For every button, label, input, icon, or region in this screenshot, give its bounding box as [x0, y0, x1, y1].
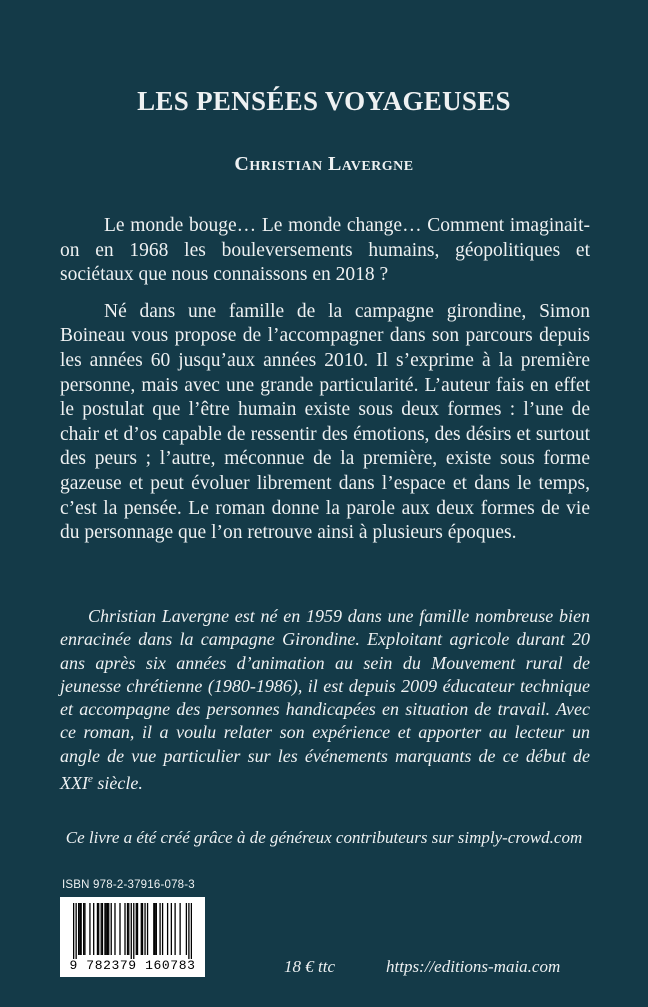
barcode-bar [154, 903, 155, 955]
barcode-bar [108, 903, 109, 955]
synopsis-paragraph: Le monde bouge… Le monde change… Comment imaginait-on en 1968 les bouleversements humains, géopolitiques et sociétaux que nous connaissons en 2018 ? [60, 215, 590, 286]
barcode-bar [191, 903, 192, 959]
barcode-bar [119, 903, 120, 955]
barcode-bar [114, 903, 115, 955]
barcode-bar [141, 903, 142, 955]
author-bio-end: siècle. [92, 773, 143, 794]
barcode-bar [76, 903, 77, 959]
century-numeral: XXIe [60, 773, 93, 794]
barcode-bar [128, 903, 129, 955]
publisher-url: https://editions-maia.com [386, 957, 561, 976]
barcode-bar [79, 903, 80, 955]
synopsis-paragraph: Né dans une famille de la campagne girondine, Simon Boineau vous propose de l’accompagner dans son parcours depuis les années 60 jusqu’aux années 2010. Il s’exprime à la première personne, mais avec une grande particularité. L’auteur fais en effet le postulat que l’être humain existe sous deux formes : l’une de chair et d’os capable de ressentir des émotions, des désirs et surtout des peurs ; l’autre, méconnue de la première, existe sous forme gazeuse et peut évoluer librement dans l’espace et dans le temps, c’est la pensée. Le roman donne la parole aux deux formes de vie du personnage que l’on retrouve ainsi à plusieurs époques. [60, 300, 590, 544]
barcode-bar [102, 903, 103, 955]
barcode-bar [131, 903, 132, 959]
barcode-bar [101, 903, 102, 955]
barcode-bar [104, 903, 105, 955]
isbn-label: ISBN 978-2-37916-078-3 [62, 879, 195, 891]
barcode-bar [156, 903, 157, 955]
barcode-bar [124, 903, 125, 955]
barcode-bar [133, 903, 134, 959]
barcode-bar [97, 903, 98, 955]
barcode-bar [137, 903, 138, 955]
price: 18 € ttc [284, 957, 335, 976]
barcode-bar [78, 903, 79, 955]
author-bio-text: Christian Lavergne est né en 1959 dans une famille nombreuse bien enracinée dans la campagne Girondine. Exploitant agricole durant 20 ans après six années d’animation au sein du Mouvement rural de jeunesse chrétienne (1980-1986), il est depuis 2009 éducateur technique et accompagne des personnes handicapées en situation de travail. Avec ce roman, il a voulu relater son expérience et apporter au lecteur un angle de vue particulier sur les événements marquants de ce début de [60, 606, 590, 766]
barcode-bar [159, 903, 160, 955]
barcode-bar [136, 903, 137, 955]
barcode-digits: 9 782379 160783 [69, 958, 196, 973]
barcode-bar [83, 903, 84, 955]
barcode-bar [98, 903, 99, 955]
barcode-bar [93, 903, 94, 955]
barcode-bar [142, 903, 143, 955]
barcode-bars [73, 903, 192, 959]
barcode-bar [106, 903, 107, 955]
barcode-bar [174, 903, 175, 955]
barcode-bar [81, 903, 82, 955]
barcode-bar [127, 903, 128, 955]
barcode-bar [179, 903, 180, 955]
century-suffix: e [87, 773, 93, 786]
barcode-bar [186, 903, 187, 955]
barcode-bar [144, 903, 145, 955]
barcode-bar [107, 903, 108, 955]
barcode-bar [111, 903, 112, 955]
barcode-bar [89, 903, 90, 955]
barcode-bar [188, 903, 189, 959]
synopsis [60, 214, 590, 558]
book-title: LES PENSÉES VOYAGEUSES [137, 86, 511, 116]
barcode-bar [147, 903, 148, 955]
barcode-bar [153, 903, 154, 955]
barcode-bar [84, 903, 85, 955]
author-name: Christian Lavergne [234, 153, 414, 175]
crowdfunding-credit: Ce livre a été créé grâce à de généreux contributeurs sur simply-crowd.com [65, 828, 583, 847]
barcode [60, 897, 205, 977]
barcode-bar [167, 903, 168, 955]
barcode-bar [162, 903, 163, 955]
author-bio [60, 605, 590, 795]
barcode-bar [73, 903, 74, 959]
barcode-bar [171, 903, 172, 955]
